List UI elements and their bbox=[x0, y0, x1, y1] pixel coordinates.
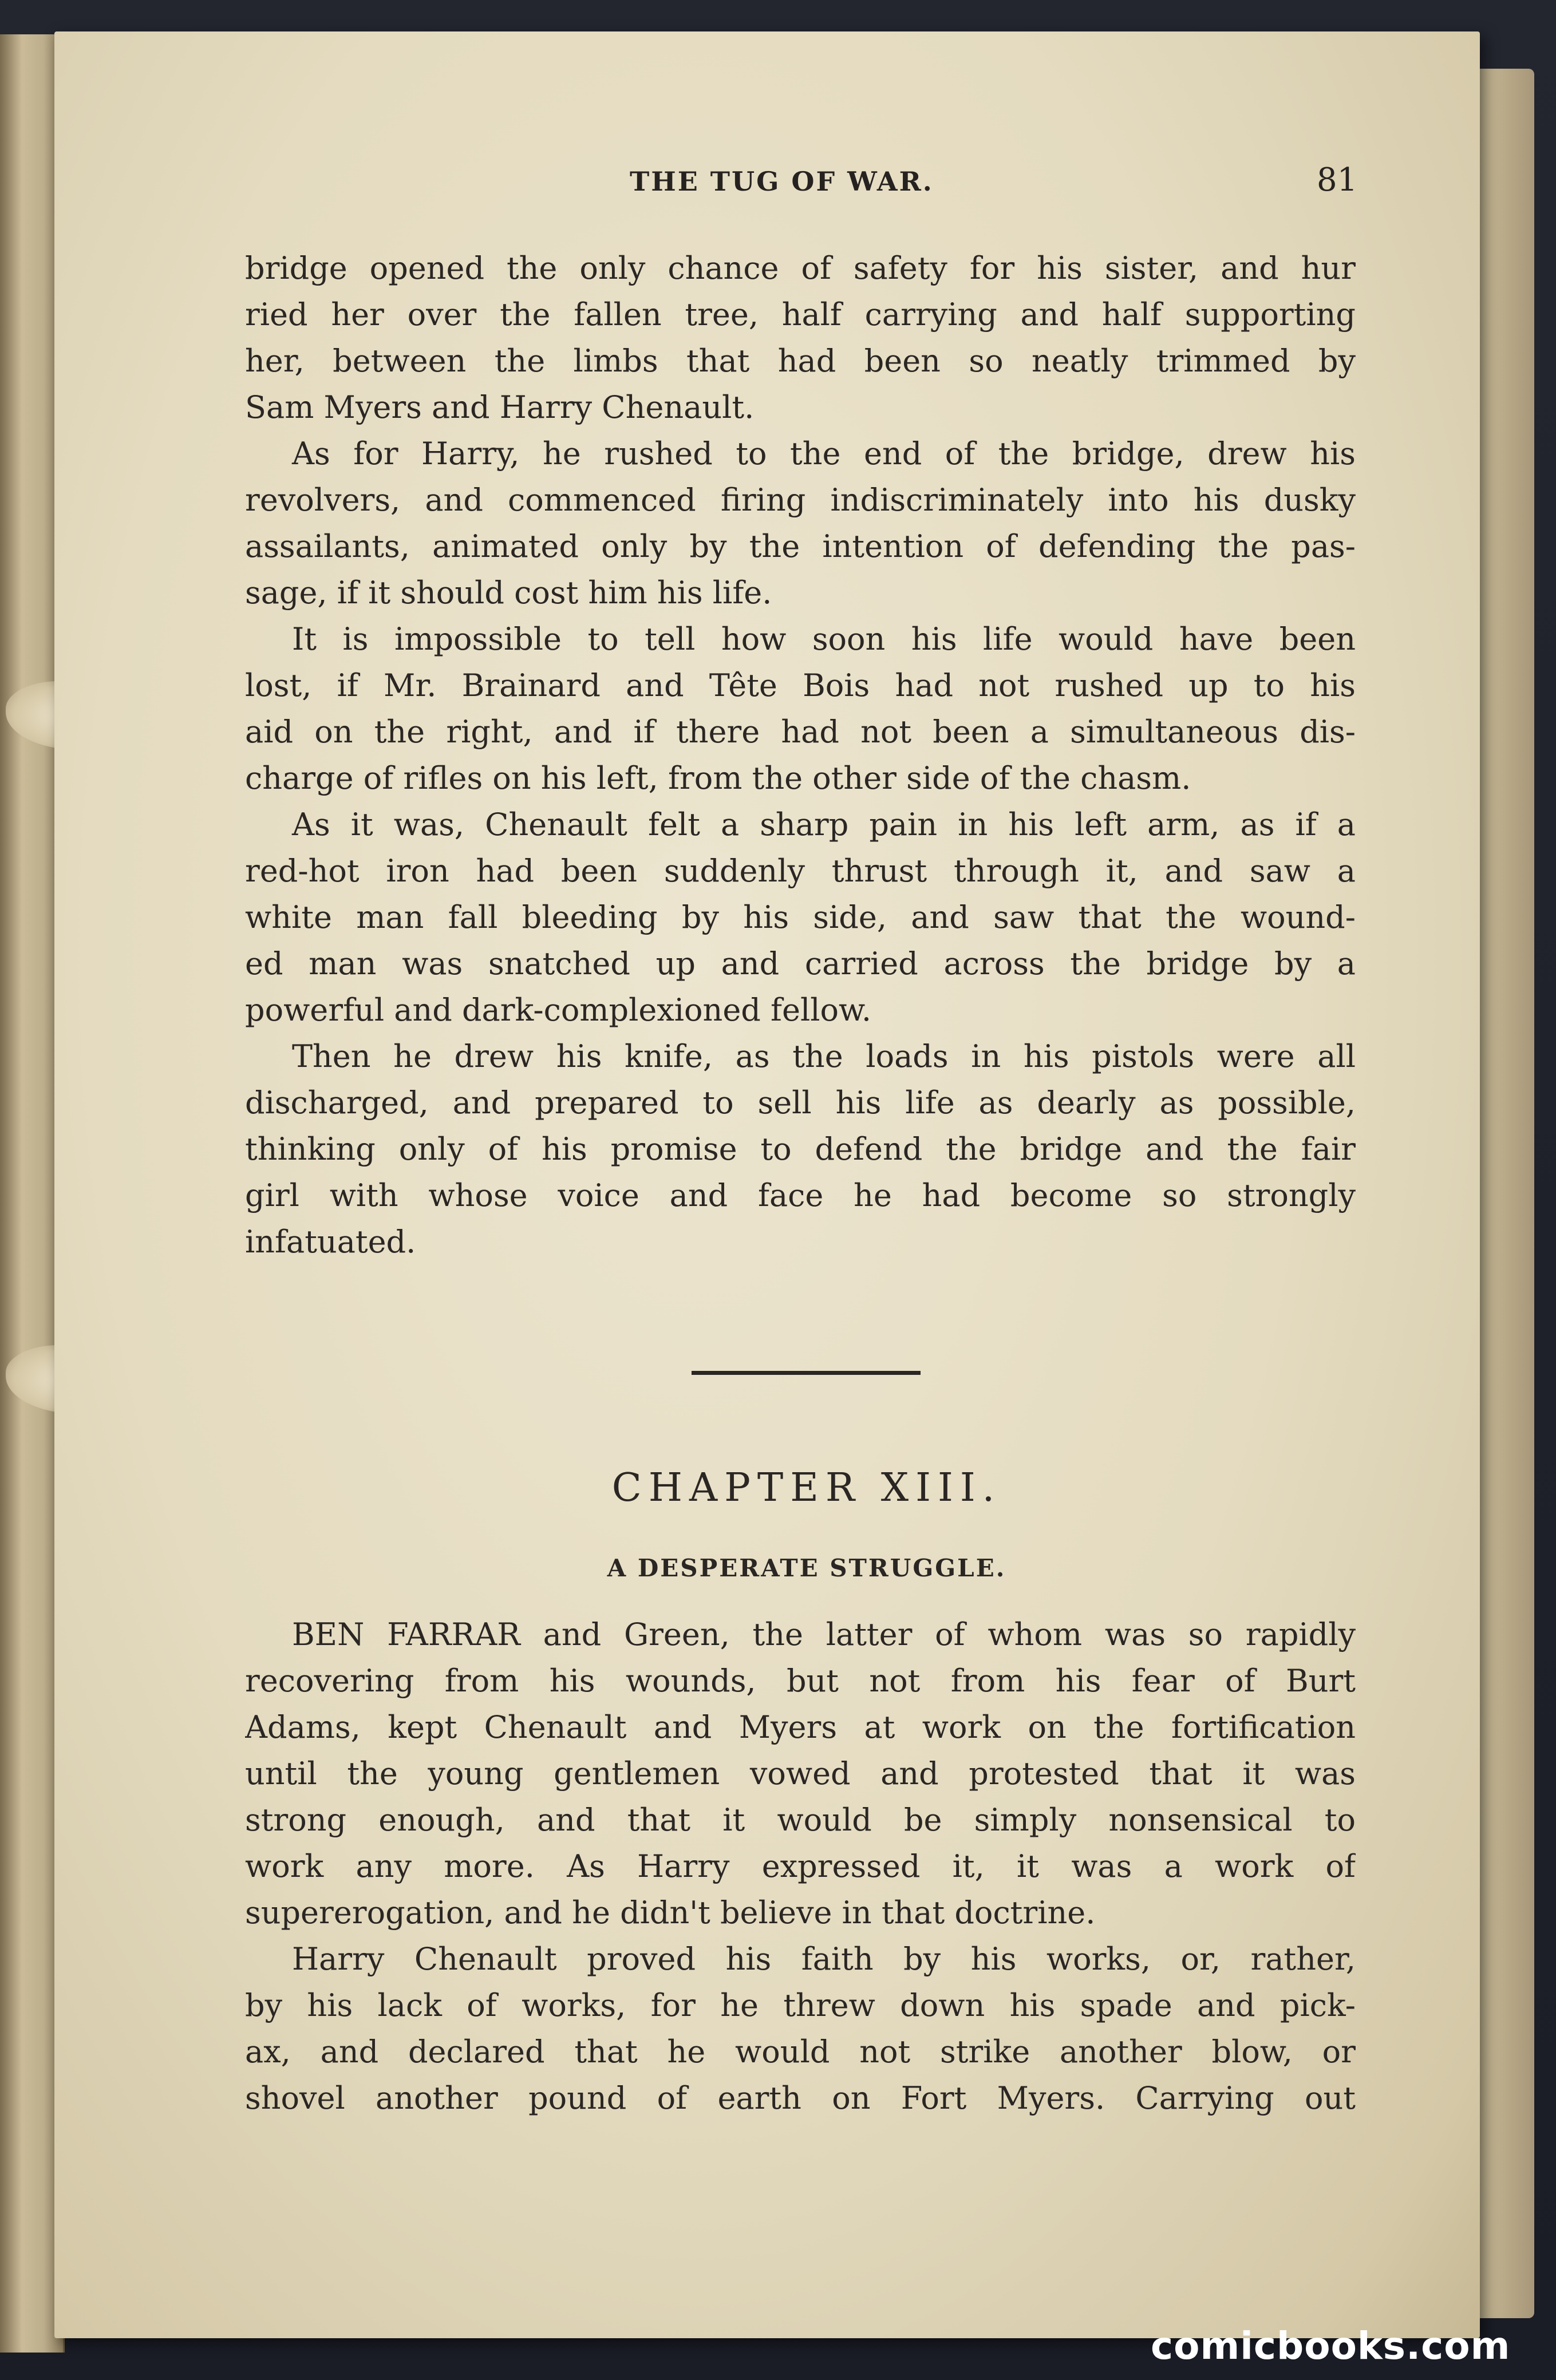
text-line: revolvers, and commenced firing indiscriminately into his dusky bbox=[245, 482, 1356, 518]
text-line: discharged, and prepared to sell his life as dearly as possible, bbox=[245, 1085, 1356, 1121]
text-line: shovel another pound of earth on Fort Myers. Carrying out bbox=[245, 2080, 1356, 2116]
text-line: BEN FARRAR and Green, the latter of whom was so rapidly bbox=[292, 1616, 1356, 1652]
text-line: strong enough, and that it would be simply nonsensical to bbox=[245, 1802, 1356, 1838]
text-block-top bbox=[245, 245, 1356, 1265]
text-line: Harry Chenault proved his faith by his works, or, rather, bbox=[292, 1941, 1356, 1977]
text-line: Then he drew his knife, as the loads in his pistols were all bbox=[292, 1038, 1356, 1074]
text-block-bottom bbox=[245, 1611, 1356, 2121]
text-line: aid on the right, and if there had not been a simultaneous dis- bbox=[245, 714, 1356, 750]
watermark: comicbooks.com bbox=[1151, 2324, 1511, 2368]
text-line: by his lack of works, for he threw down his spade and pick- bbox=[245, 1987, 1356, 2023]
text-line: supererogation, and he didn't believe in that doctrine. bbox=[245, 1895, 1096, 1931]
text-line: work any more. As Harry expressed it, it was a work of bbox=[245, 1848, 1356, 1884]
text-line: recovering from his wounds, but not from his fear of Burt bbox=[245, 1663, 1356, 1699]
text-line: bridge opened the only chance of safety for his sister, and hur bbox=[245, 250, 1356, 286]
text-line: Sam Myers and Harry Chenault. bbox=[245, 389, 755, 425]
running-head: THE TUG OF WAR. bbox=[630, 166, 934, 197]
text-line: ried her over the fallen tree, half carrying and half supporting bbox=[245, 296, 1356, 333]
text-line: lost, if Mr. Brainard and Tête Bois had not rushed up to his bbox=[245, 667, 1356, 703]
text-line: ed man was snatched up and carried across the bridge by a bbox=[245, 946, 1356, 982]
chapter-title: A DESPERATE STRUGGLE. bbox=[607, 1554, 1006, 1582]
text-line: Adams, kept Chenault and Myers at work on the fortification bbox=[245, 1709, 1356, 1745]
text-line: until the young gentlemen vowed and protested that it was bbox=[245, 1756, 1356, 1792]
text-line: charge of rifles on his left, from the other side of the chasm. bbox=[245, 760, 1191, 796]
text-line: girl with whose voice and face he had become so strongly bbox=[245, 1177, 1356, 1213]
text-line: As for Harry, he rushed to the end of the bridge, drew his bbox=[292, 436, 1356, 472]
text-line: As it was, Chenault felt a sharp pain in his left arm, as if a bbox=[292, 806, 1356, 843]
text-line: infatuated. bbox=[245, 1224, 416, 1260]
section-divider bbox=[692, 1371, 921, 1375]
chapter-heading: CHAPTER XIII. bbox=[611, 1465, 1002, 1511]
text-line: powerful and dark-complexioned fellow. bbox=[245, 992, 872, 1028]
text-line: red-hot iron had been suddenly thrust through it, and saw a bbox=[245, 853, 1356, 889]
text-line: white man fall bleeding by his side, and saw that the wound- bbox=[245, 899, 1356, 935]
page-number: 81 bbox=[1317, 161, 1358, 199]
text-line: thinking only of his promise to defend the bridge and the fair bbox=[245, 1131, 1356, 1167]
text-line: ax, and declared that he would not strike another blow, or bbox=[245, 2034, 1356, 2070]
text-line: sage, if it should cost him his life. bbox=[245, 575, 772, 611]
text-line: assailants, animated only by the intention of defending the pas- bbox=[245, 528, 1356, 564]
text-line: It is impossible to tell how soon his life would have been bbox=[292, 621, 1356, 657]
text-line: her, between the limbs that had been so neatly trimmed by bbox=[245, 343, 1356, 379]
